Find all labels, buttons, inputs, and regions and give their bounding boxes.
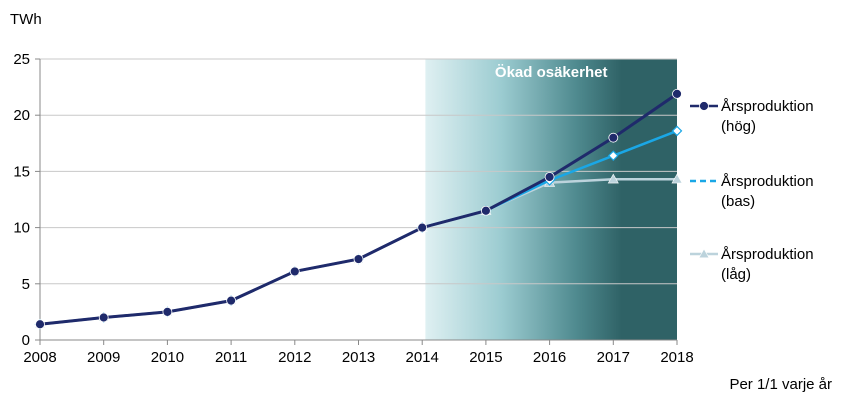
y-tick-label: 15 xyxy=(13,163,30,181)
data-point xyxy=(418,223,427,232)
x-tick-label: 2018 xyxy=(660,349,694,366)
legend xyxy=(690,98,814,283)
x-tick-label: 2014 xyxy=(405,349,439,366)
x-tick-label: 2015 xyxy=(469,349,503,366)
data-point xyxy=(481,206,490,215)
data-point xyxy=(99,313,108,322)
legend-label: Årsproduktion xyxy=(721,98,814,115)
x-tick-label: 2011 xyxy=(214,349,248,366)
data-point xyxy=(354,255,363,264)
data-point xyxy=(673,89,682,98)
data-point xyxy=(163,307,172,316)
legend-item xyxy=(690,98,814,135)
x-tick-label: 2016 xyxy=(532,349,567,366)
data-point xyxy=(290,267,299,276)
uncertainty-band xyxy=(425,59,677,340)
data-point xyxy=(545,173,554,182)
data-point xyxy=(36,320,45,329)
legend-label: (hög) xyxy=(721,118,757,135)
x-tick-label: 2013 xyxy=(341,349,376,366)
legend-label: Årsproduktion xyxy=(721,246,814,263)
x-tick-label: 2010 xyxy=(150,349,185,366)
data-point xyxy=(227,296,236,305)
x-axis-title: Per 1/1 varje år xyxy=(729,376,832,393)
x-tick-label: 2008 xyxy=(23,349,57,366)
data-point xyxy=(609,133,618,142)
y-tick-label: 20 xyxy=(13,107,30,125)
legend-label: (låg) xyxy=(721,266,752,283)
legend-item xyxy=(690,173,814,210)
legend-label: (bas) xyxy=(721,193,756,210)
legend-label: Årsproduktion xyxy=(721,173,814,190)
y-tick-label: 0 xyxy=(21,332,30,349)
x-tick-label: 2012 xyxy=(278,349,312,366)
y-tick-label: 5 xyxy=(21,275,30,293)
uncertainty-band-label: Ökad osäkerhet xyxy=(494,64,608,81)
legend-item xyxy=(690,246,814,283)
x-tick-label: 2017 xyxy=(596,349,630,366)
x-tick-label: 2009 xyxy=(87,349,121,366)
y-tick-label: 10 xyxy=(13,219,30,237)
y-tick-label: 25 xyxy=(13,51,30,68)
legend-swatch-marker xyxy=(700,102,709,111)
y-axis-title: TWh xyxy=(10,11,42,28)
